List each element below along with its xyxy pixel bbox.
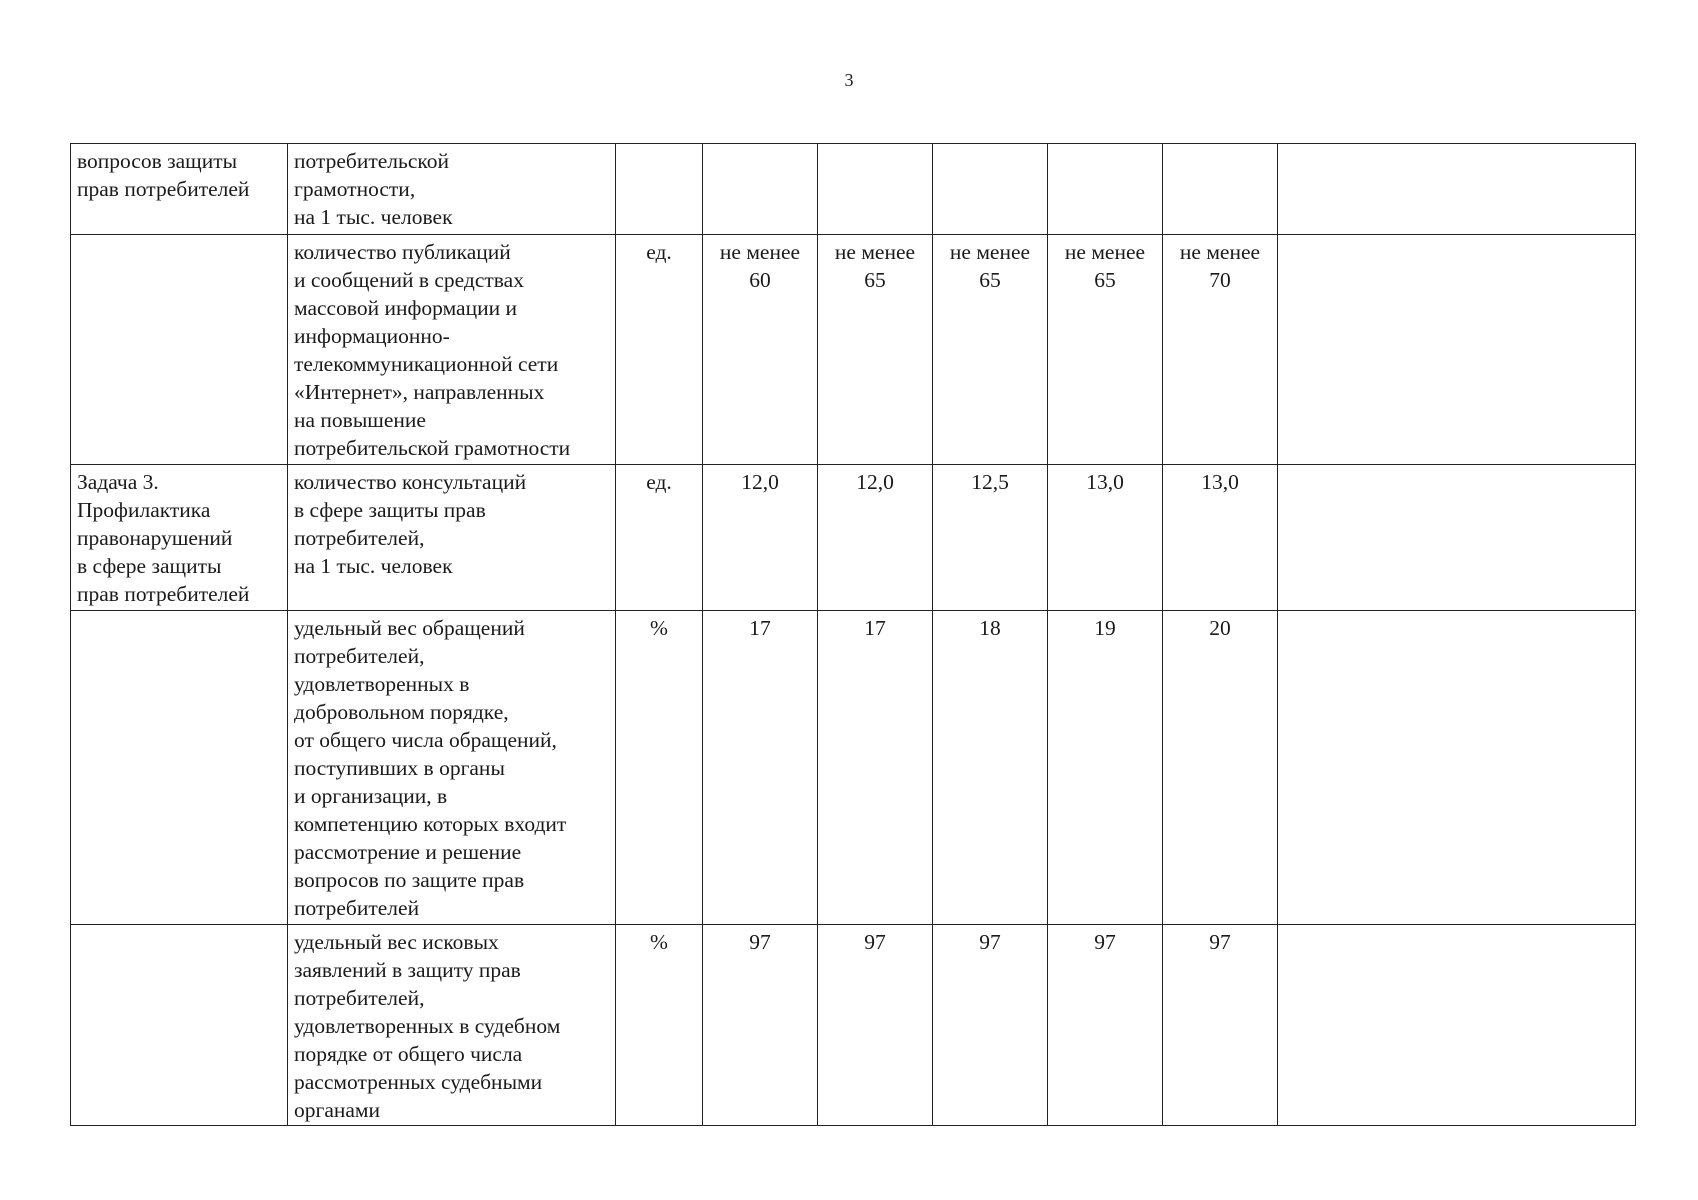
- indicator-cell: количество публикаций и сообщений в средствах массовой информации и информационно- телекоммуникационной сети «Интернет», направленных на повышение потребительской грамотности: [288, 235, 616, 465]
- value-cell: 12,0: [703, 465, 818, 611]
- value-cell: не менее 70: [1163, 235, 1278, 465]
- indicator-cell: удельный вес исковых заявлений в защиту прав потребителей, удовлетворенных в судебном порядке от общего числа рассмотренных судебными органами: [288, 925, 616, 1126]
- task-cell: [71, 925, 288, 1126]
- table-row: [71, 144, 1636, 235]
- note-cell: [1278, 144, 1636, 235]
- value-cell: не менее 65: [818, 235, 933, 465]
- note-cell: [1278, 465, 1636, 611]
- note-cell: [1278, 611, 1636, 925]
- value-cell: [703, 144, 818, 235]
- task-cell: [71, 235, 288, 465]
- indicators-table: [70, 143, 1636, 1126]
- value-cell: 12,5: [933, 465, 1048, 611]
- value-cell: 18: [933, 611, 1048, 925]
- value-cell: не менее 65: [933, 235, 1048, 465]
- unit-cell: %: [616, 611, 703, 925]
- value-cell: [818, 144, 933, 235]
- value-cell: не менее 65: [1048, 235, 1163, 465]
- task-cell: [71, 611, 288, 925]
- task-cell: вопросов защиты прав потребителей: [71, 144, 288, 235]
- table-row: [71, 235, 1636, 465]
- unit-cell: ед.: [616, 465, 703, 611]
- value-cell: 20: [1163, 611, 1278, 925]
- table-row: [71, 465, 1636, 611]
- indicator-cell: потребительской грамотности, на 1 тыс. человек: [288, 144, 616, 235]
- value-cell: 19: [1048, 611, 1163, 925]
- unit-cell: [616, 144, 703, 235]
- page-number: 3: [844, 70, 854, 90]
- value-cell: 17: [818, 611, 933, 925]
- value-cell: [1048, 144, 1163, 235]
- value-cell: 12,0: [818, 465, 933, 611]
- value-cell: [933, 144, 1048, 235]
- indicator-cell: удельный вес обращений потребителей, удовлетворенных в добровольном порядке, от общего числа обращений, поступивших в органы и организации, в компетенцию которых входит рассмотрение и решение вопросов по защите прав потребителей: [288, 611, 616, 925]
- value-cell: 13,0: [1163, 465, 1278, 611]
- value-cell: 97: [1048, 925, 1163, 1126]
- note-cell: [1278, 925, 1636, 1126]
- value-cell: 97: [703, 925, 818, 1126]
- value-cell: 97: [933, 925, 1048, 1126]
- unit-cell: ед.: [616, 235, 703, 465]
- indicator-cell: количество консультаций в сфере защиты прав потребителей, на 1 тыс. человек: [288, 465, 616, 611]
- value-cell: 13,0: [1048, 465, 1163, 611]
- value-cell: 97: [818, 925, 933, 1126]
- table-row: [71, 611, 1636, 925]
- value-cell: [1163, 144, 1278, 235]
- table-row: [71, 925, 1636, 1126]
- unit-cell: %: [616, 925, 703, 1126]
- value-cell: 97: [1163, 925, 1278, 1126]
- value-cell: 17: [703, 611, 818, 925]
- value-cell: не менее 60: [703, 235, 818, 465]
- note-cell: [1278, 235, 1636, 465]
- task-cell: Задача 3. Профилактика правонарушений в сфере защиты прав потребителей: [71, 465, 288, 611]
